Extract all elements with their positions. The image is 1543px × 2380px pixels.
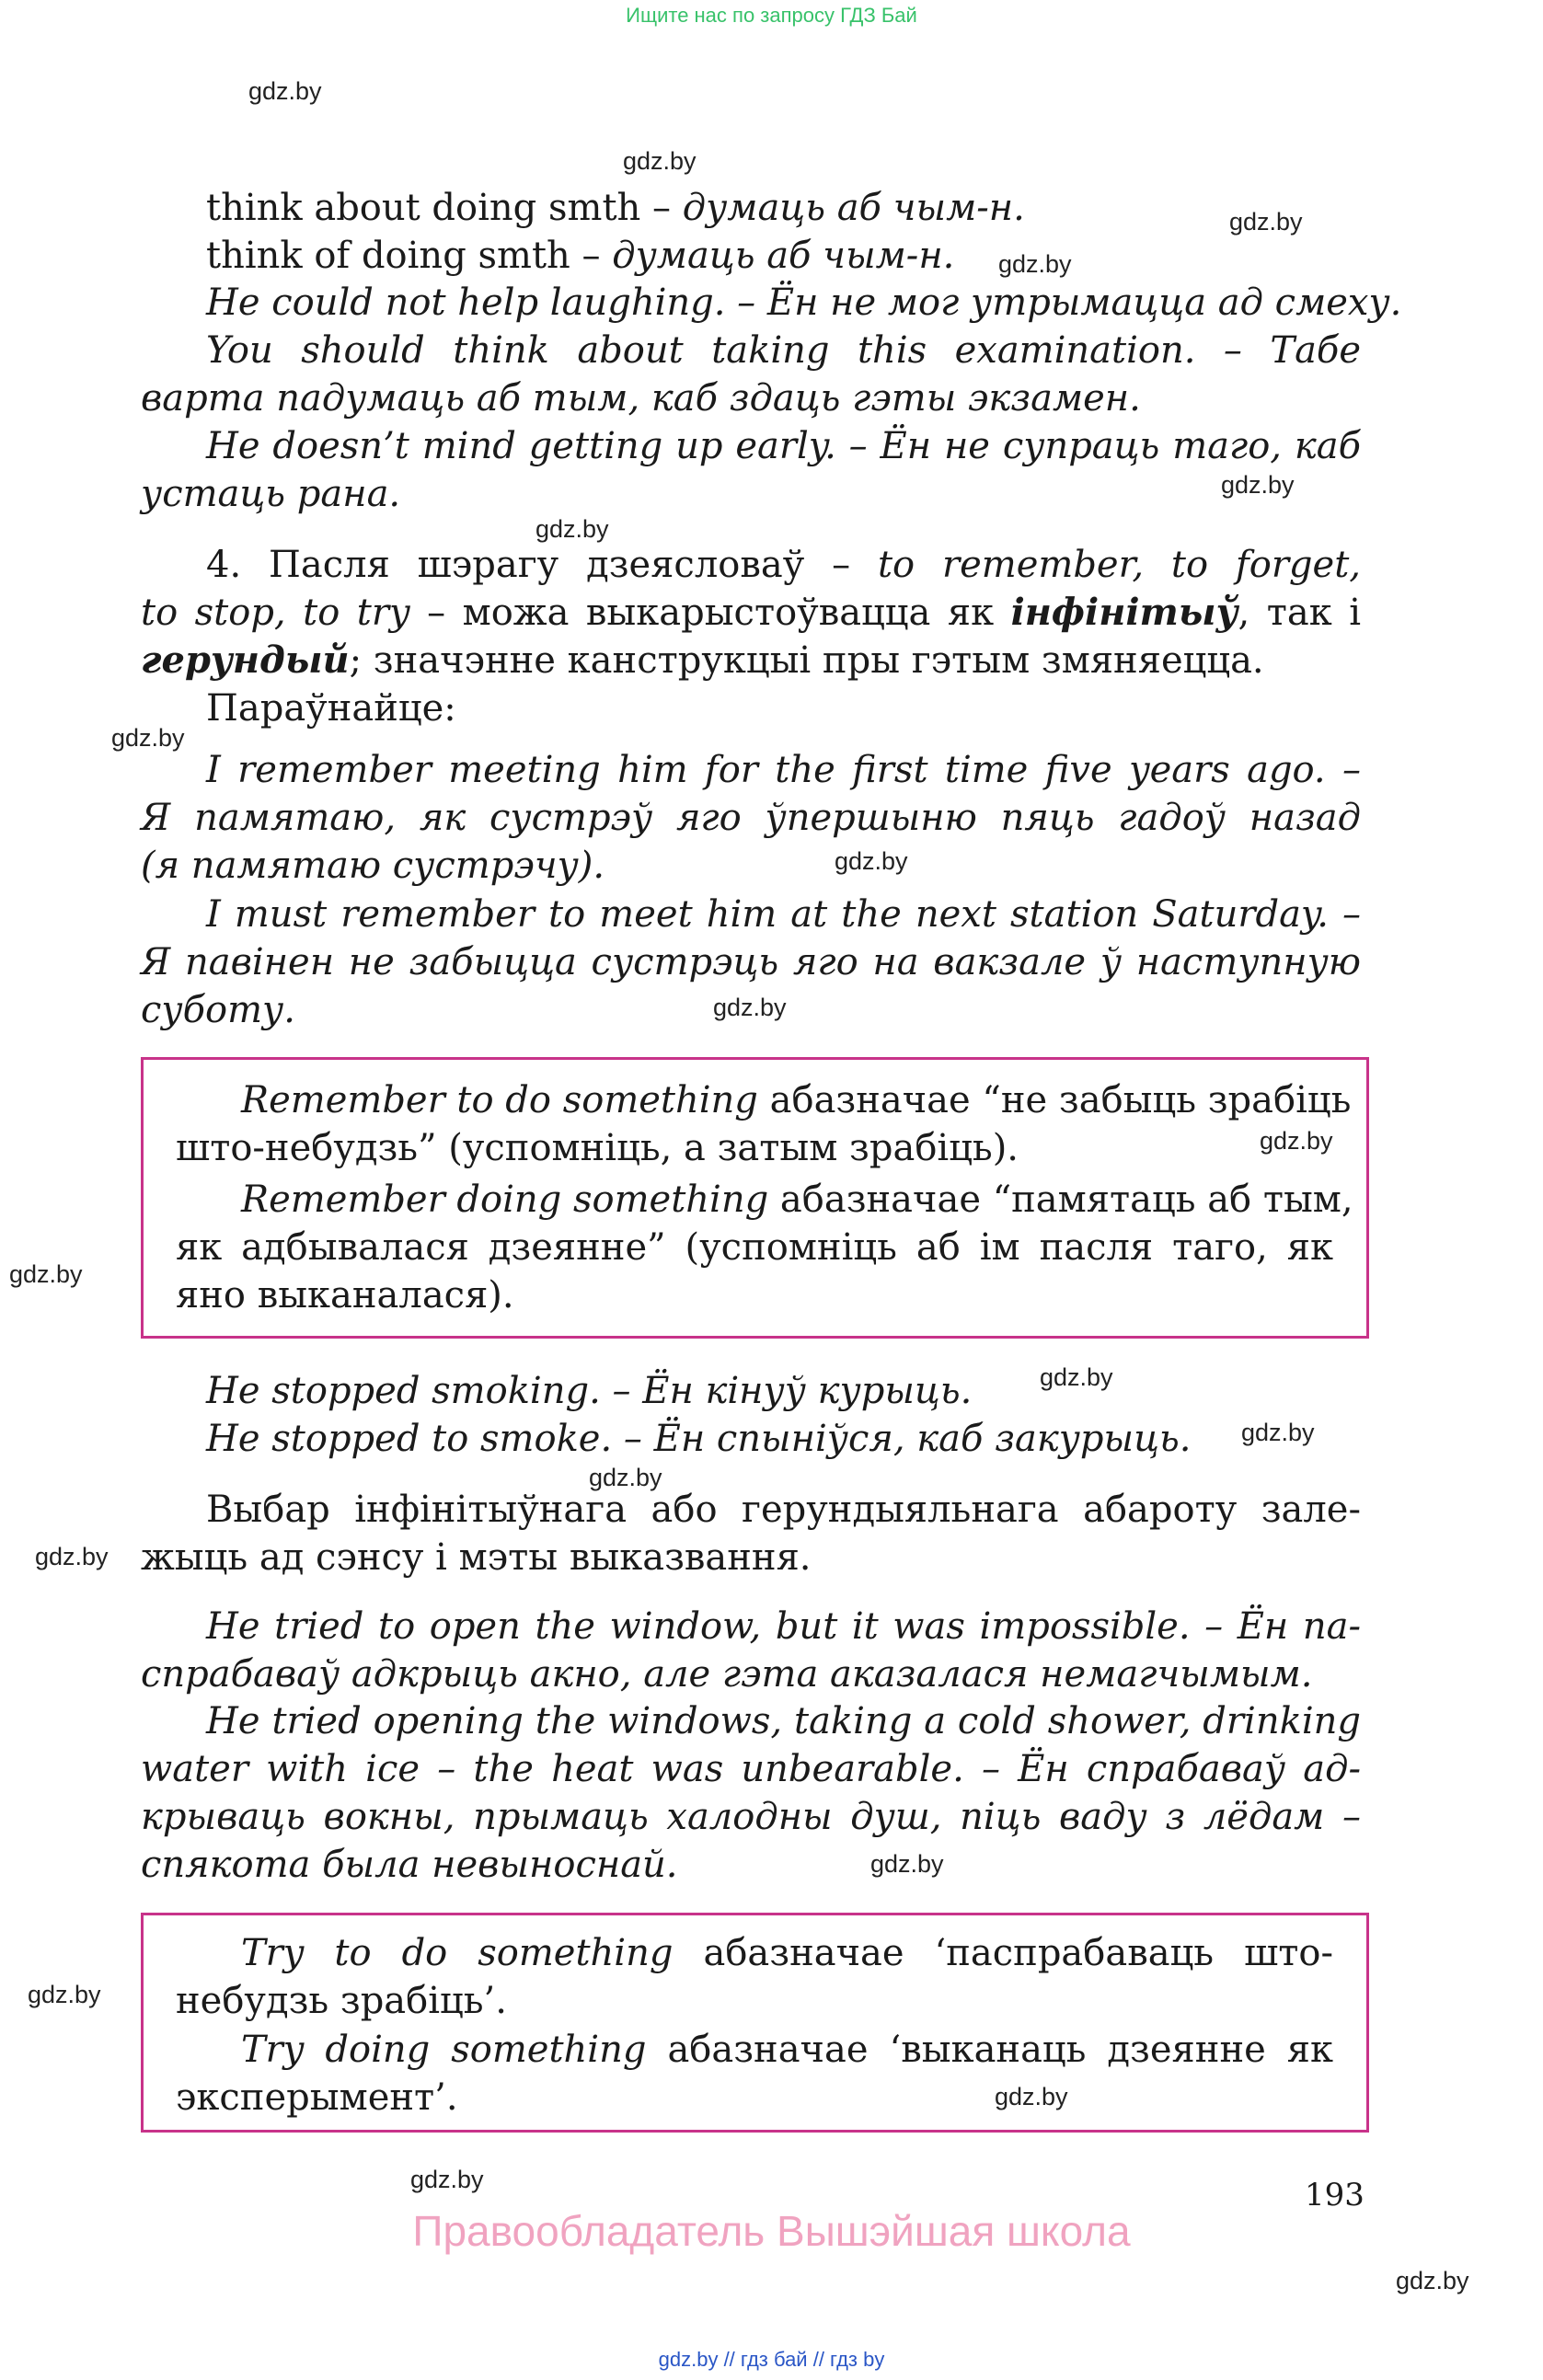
note-line: небудзь зрабіць’.	[176, 1980, 507, 2022]
text-line: water with ice – the heat was unbearable. – Ён спрабаваў ад-	[141, 1748, 1361, 1790]
note-line: Try to do something абазначае ‘паспрабаваць што-	[241, 1932, 1333, 1974]
note-line: як адбывалася дзеянне” (успомніць аб ім пасля таго, як	[176, 1226, 1333, 1269]
watermark: gdz.by	[623, 147, 697, 175]
watermark: gdz.by	[1396, 2267, 1469, 2294]
watermark: gdz.by	[1260, 1127, 1333, 1155]
watermark: gdz.by	[998, 250, 1072, 278]
page-number: 193	[1305, 2177, 1365, 2213]
watermark: gdz.by	[9, 1260, 83, 1288]
text-line: (я памятаю сустрэчу).	[141, 845, 605, 887]
rights-holder: Правообладатель Вышэйшая школа	[412, 2207, 1131, 2255]
watermark: gdz.by	[995, 2083, 1068, 2110]
text-line: to stop, to try – можа выкарыстоўвацца як інфінітыў, так і	[141, 591, 1361, 634]
watermark: gdz.by	[1229, 208, 1303, 236]
note-line: эксперымент’.	[176, 2076, 458, 2119]
text-line: варта падумаць аб тым, каб здаць гэты экзамен.	[141, 377, 1141, 420]
watermark: gdz.by	[111, 724, 185, 752]
text-line: Выбар інфінітыўнага або герундыяльнага абароту зале-	[206, 1489, 1361, 1531]
watermark: gdz.by	[35, 1543, 109, 1570]
text-line: You should think about taking this examination. – Табе	[206, 329, 1361, 372]
text-line: 4. Пасля шэрагу дзеясловаў – to remember, to forget,	[206, 544, 1361, 586]
search-hint: Ищите нас по запросу ГДЗ Бай	[626, 4, 917, 27]
text-line: I must remember to meet him at the next station Saturday. –	[206, 893, 1361, 936]
watermark: gdz.by	[835, 847, 908, 875]
watermark: gdz.by	[589, 1464, 662, 1491]
watermark: gdz.by	[535, 515, 609, 543]
watermark: gdz.by	[870, 1850, 944, 1878]
text-line: He could not help laughing. – Ён не мог утрымацца ад смеху.	[206, 282, 1402, 324]
text-line: крываць вокны, прымаць халодны душ, піць ваду з лёдам –	[141, 1796, 1361, 1838]
text-line: He doesn’t mind getting up early. – Ён не супраць таго, каб	[206, 425, 1361, 467]
text-line: спрабаваў адкрыць акно, але гэта аказалася немагчымым.	[141, 1653, 1313, 1696]
watermark: gdz.by	[1241, 1419, 1315, 1446]
text-line: жыць ад сэнсу і мэты выказвання.	[141, 1536, 812, 1579]
watermark: gdz.by	[713, 994, 787, 1021]
note-line: Remember doing something абазначае “памятаць аб тым,	[241, 1179, 1353, 1221]
watermark: gdz.by	[248, 77, 322, 105]
note-line: што-небудзь” (успомніць, а затым зрабіць).	[176, 1127, 1019, 1169]
text-line: He stopped smoking. – Ён кінуў курыць.	[206, 1370, 973, 1412]
text-line: think of doing smth – думаць аб чым-н.	[206, 235, 955, 277]
text-line: спякота была невыноснай.	[141, 1844, 678, 1886]
footer-links[interactable]: gdz.by // гдз бай // гдз by	[658, 2348, 885, 2371]
text-line: Я павінен не забыцца сустрэць яго на вакзале ў наступную	[141, 941, 1361, 983]
note-line: Remember to do something абазначае “не забыць зрабіць	[241, 1079, 1352, 1121]
text-line: think about doing smth – думаць аб чым-н.	[206, 187, 1025, 229]
note-line: яно выканалася).	[176, 1274, 514, 1316]
watermark: gdz.by	[28, 1981, 101, 2008]
text-line: Параўнайце:	[206, 687, 456, 730]
text-line: I remember meeting him for the first time five years ago. –	[206, 749, 1361, 791]
text-line: герундый; значэнне канструкцыі пры гэтым змяняецца.	[141, 638, 1264, 682]
note-line: Try doing something абазначае ‘выканаць дзеянне як	[241, 2029, 1333, 2071]
text-line: устаць рана.	[141, 473, 401, 515]
text-line: суботу.	[141, 989, 295, 1031]
watermark: gdz.by	[410, 2166, 484, 2193]
text-line: He tried opening the windows, taking a cold shower, drinking	[206, 1700, 1361, 1742]
text-line: Я памятаю, як сустрэў яго ўпершыню пяць гадоў назад	[141, 797, 1361, 839]
text-line: He tried to open the window, but it was impossible. – Ён па-	[206, 1605, 1361, 1648]
watermark: gdz.by	[1040, 1363, 1113, 1391]
text-line: He stopped to smoke. – Ён спыніўся, каб закурыць.	[206, 1418, 1192, 1460]
watermark: gdz.by	[1221, 471, 1295, 499]
